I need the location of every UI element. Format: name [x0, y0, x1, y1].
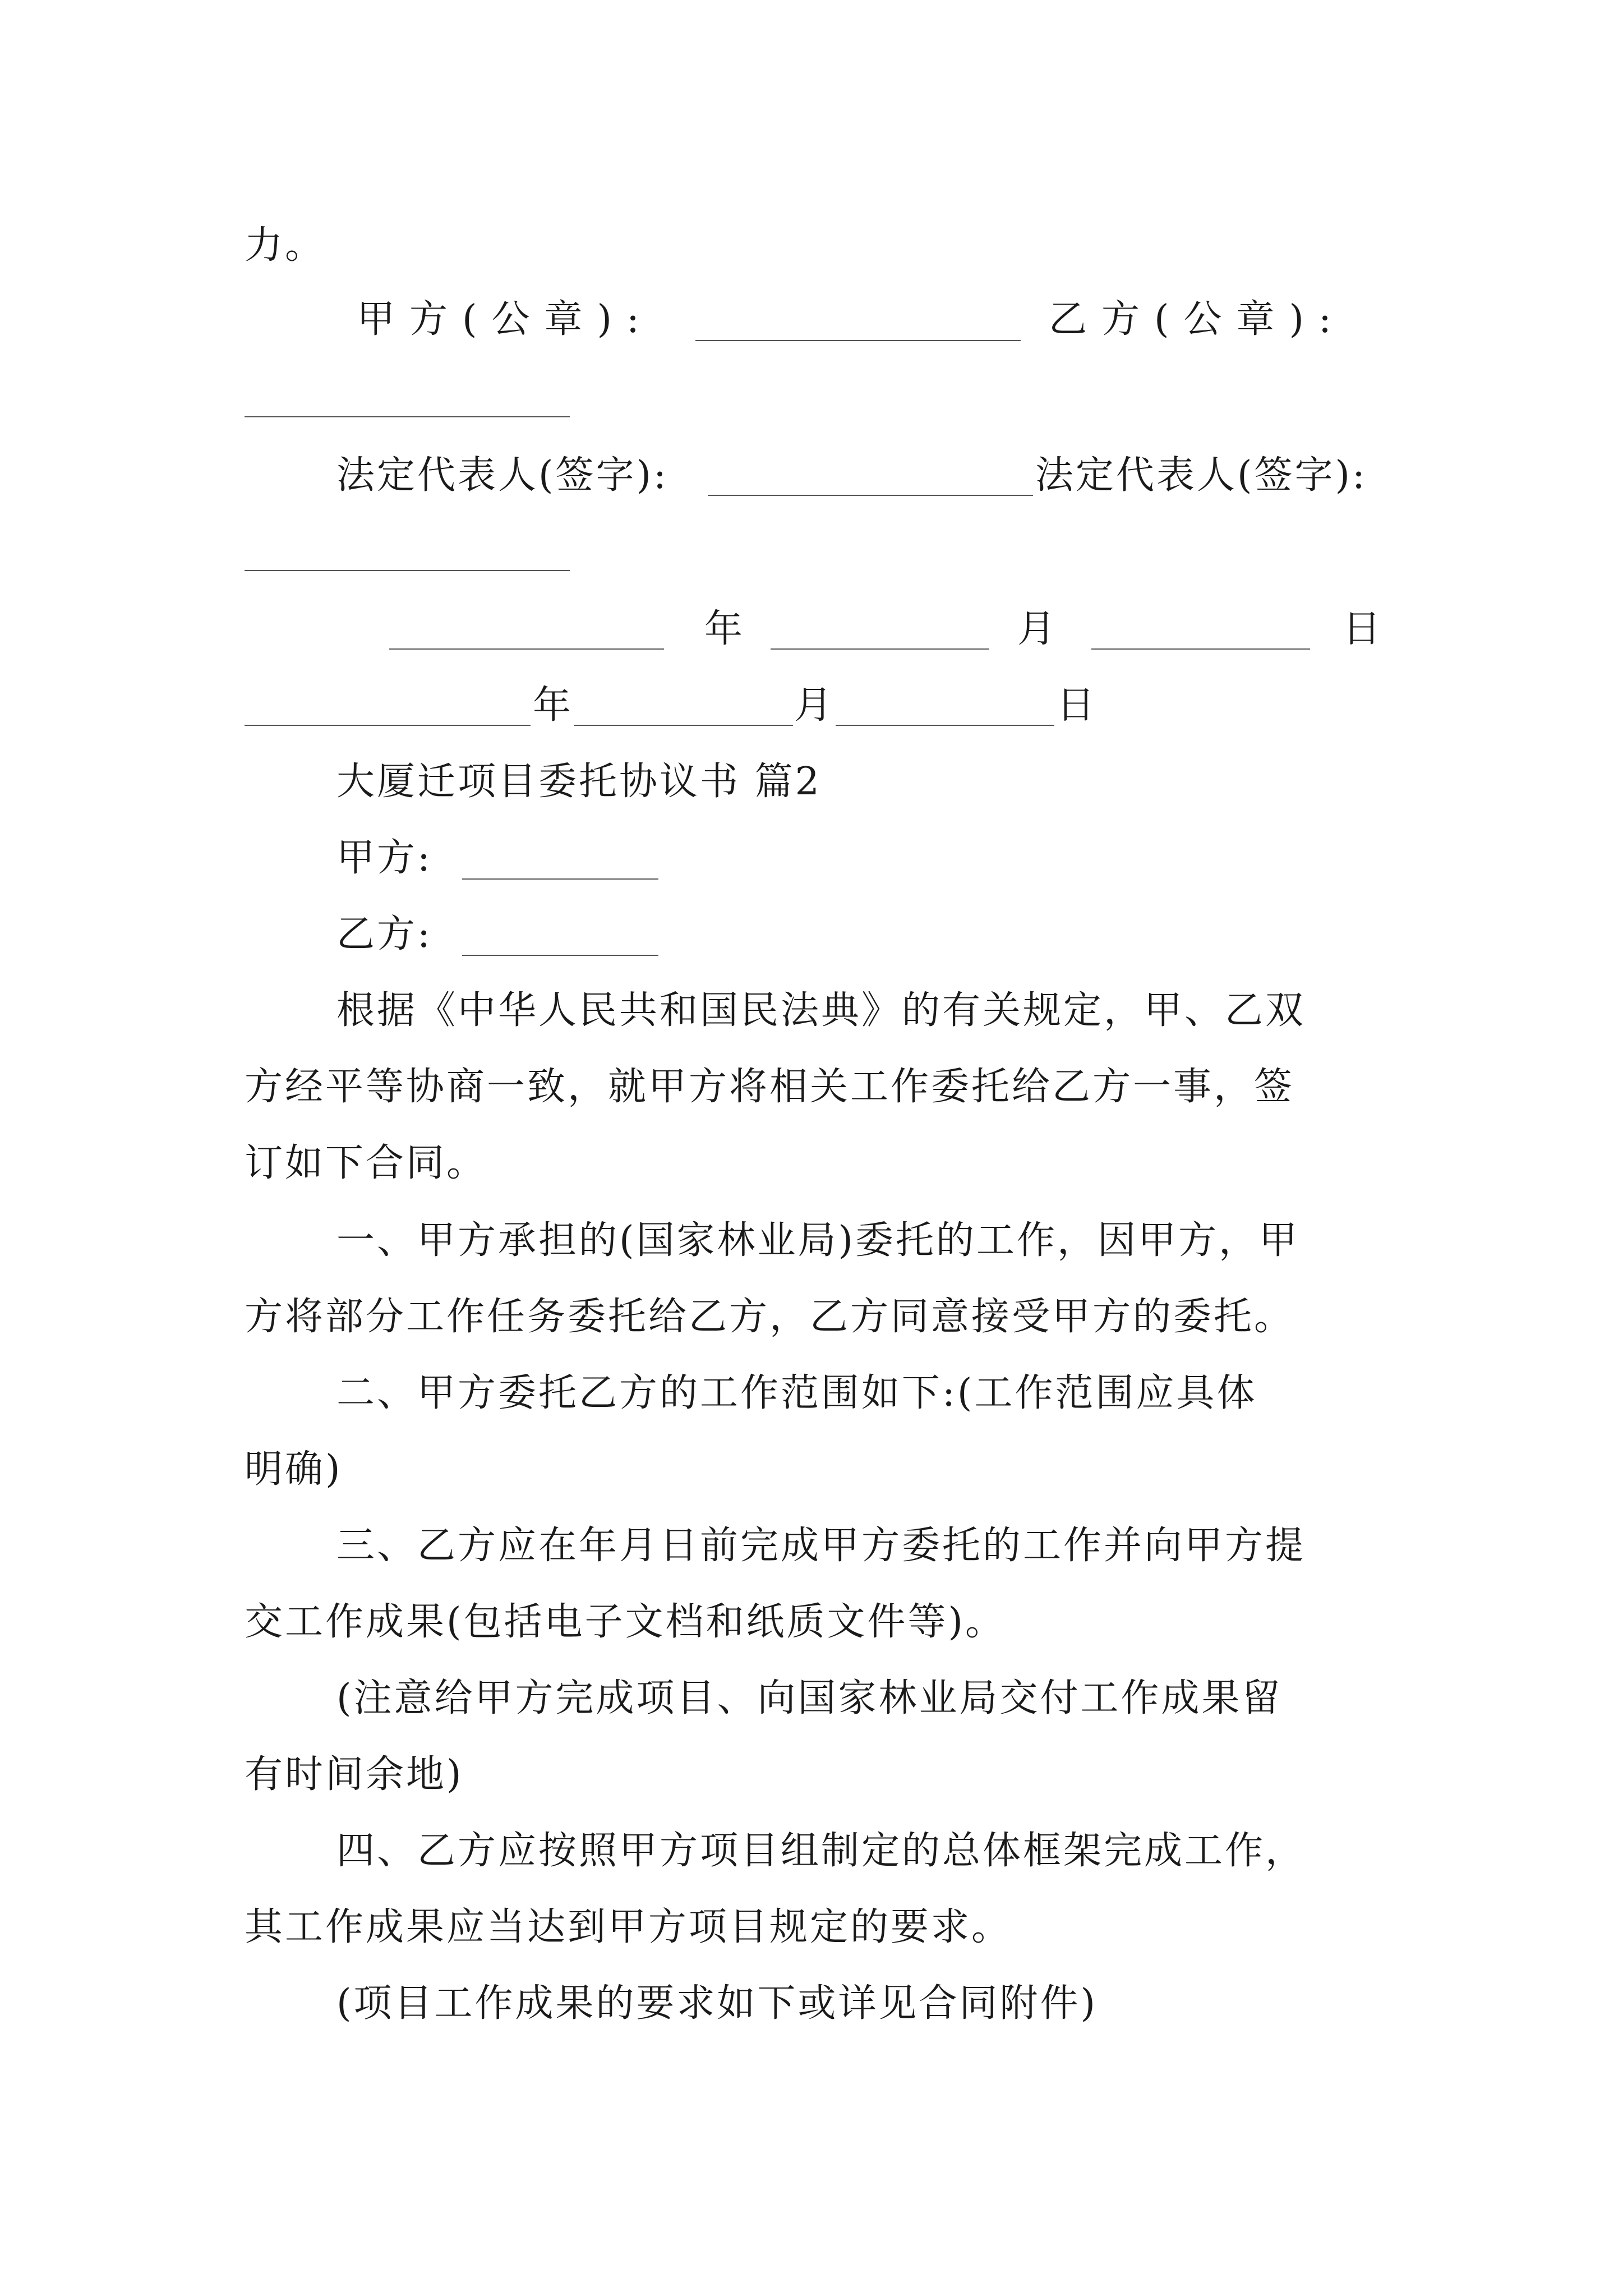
- date-year-blank-2[interactable]: [245, 725, 531, 726]
- date-month-blank-2[interactable]: [574, 725, 793, 726]
- clause-1-line-1: 一、甲方承担的(国家林业局)委托的工作，因甲方，甲: [336, 1218, 1300, 1263]
- clause-1-line-2: 方将部分工作任务委托给乙方，乙方同意接受甲方的委托。: [245, 1295, 1295, 1339]
- clause-3-line-1: 三、乙方应在年月日前完成甲方委托的工作并向甲方提: [336, 1524, 1306, 1568]
- date-year-label-1: 年: [704, 607, 745, 651]
- date-month-label-1: 月: [1017, 607, 1058, 651]
- party-a-blank[interactable]: [462, 878, 658, 880]
- party-b-label: 乙方:: [336, 912, 432, 956]
- party-b-blank[interactable]: [462, 955, 658, 956]
- intro-line-3: 订如下合同。: [245, 1141, 487, 1185]
- party-b-seal-label: 乙方(公章):: [1049, 297, 1346, 342]
- clause-4-line-2: 其工作成果应当达到甲方项目规定的要求。: [245, 1905, 1012, 1949]
- date-year-blank-1[interactable]: [389, 648, 664, 650]
- clause-2-line-1: 二、甲方委托乙方的工作范围如下:(工作范围应具体: [336, 1371, 1257, 1415]
- date-day-label-2: 日: [1057, 683, 1098, 728]
- note-line-1: (注意给甲方完成项目、向国家林业局交付工作成果留: [336, 1676, 1283, 1720]
- party-b-rep-label: 法定代表人(签字):: [1035, 453, 1367, 498]
- date-day-blank-2[interactable]: [836, 725, 1054, 726]
- date-month-label-2: 月: [794, 683, 835, 728]
- date-year-label-2: 年: [533, 683, 574, 728]
- date-day-blank-1[interactable]: [1091, 648, 1310, 650]
- note-line-2: 有时间余地): [245, 1752, 464, 1797]
- party-a-seal-label: 甲方(公章):: [357, 297, 654, 342]
- party-b-rep-blank[interactable]: [245, 570, 570, 571]
- party-b-seal-blank[interactable]: [245, 416, 570, 417]
- intro-line-2: 方经平等协商一致，就甲方将相关工作委托给乙方一事，签: [245, 1065, 1295, 1109]
- party-a-rep-blank[interactable]: [708, 495, 1033, 496]
- intro-line-1: 根据《中华人民共和国民法典》的有关规定，甲、乙双: [336, 988, 1306, 1033]
- section-title: 大厦迁项目委托协议书 篇2: [336, 760, 822, 804]
- clause-4-note: (项目工作成果的要求如下或详见合同附件): [336, 1981, 1098, 2026]
- clause-2-line-2: 明确): [245, 1447, 343, 1492]
- party-a-label: 甲方:: [336, 836, 432, 880]
- clause-3-line-2: 交工作成果(包括电子文档和纸质文件等)。: [245, 1600, 1006, 1644]
- clause-4-line-1: 四、乙方应按照甲方项目组制定的总体框架完成工作，: [336, 1829, 1306, 1873]
- party-a-rep-label: 法定代表人(签字):: [336, 453, 668, 498]
- date-day-label-1: 日: [1343, 607, 1384, 651]
- date-month-blank-1[interactable]: [771, 648, 989, 650]
- party-a-seal-blank[interactable]: [695, 340, 1021, 341]
- paragraph-ending: 力。: [245, 223, 326, 268]
